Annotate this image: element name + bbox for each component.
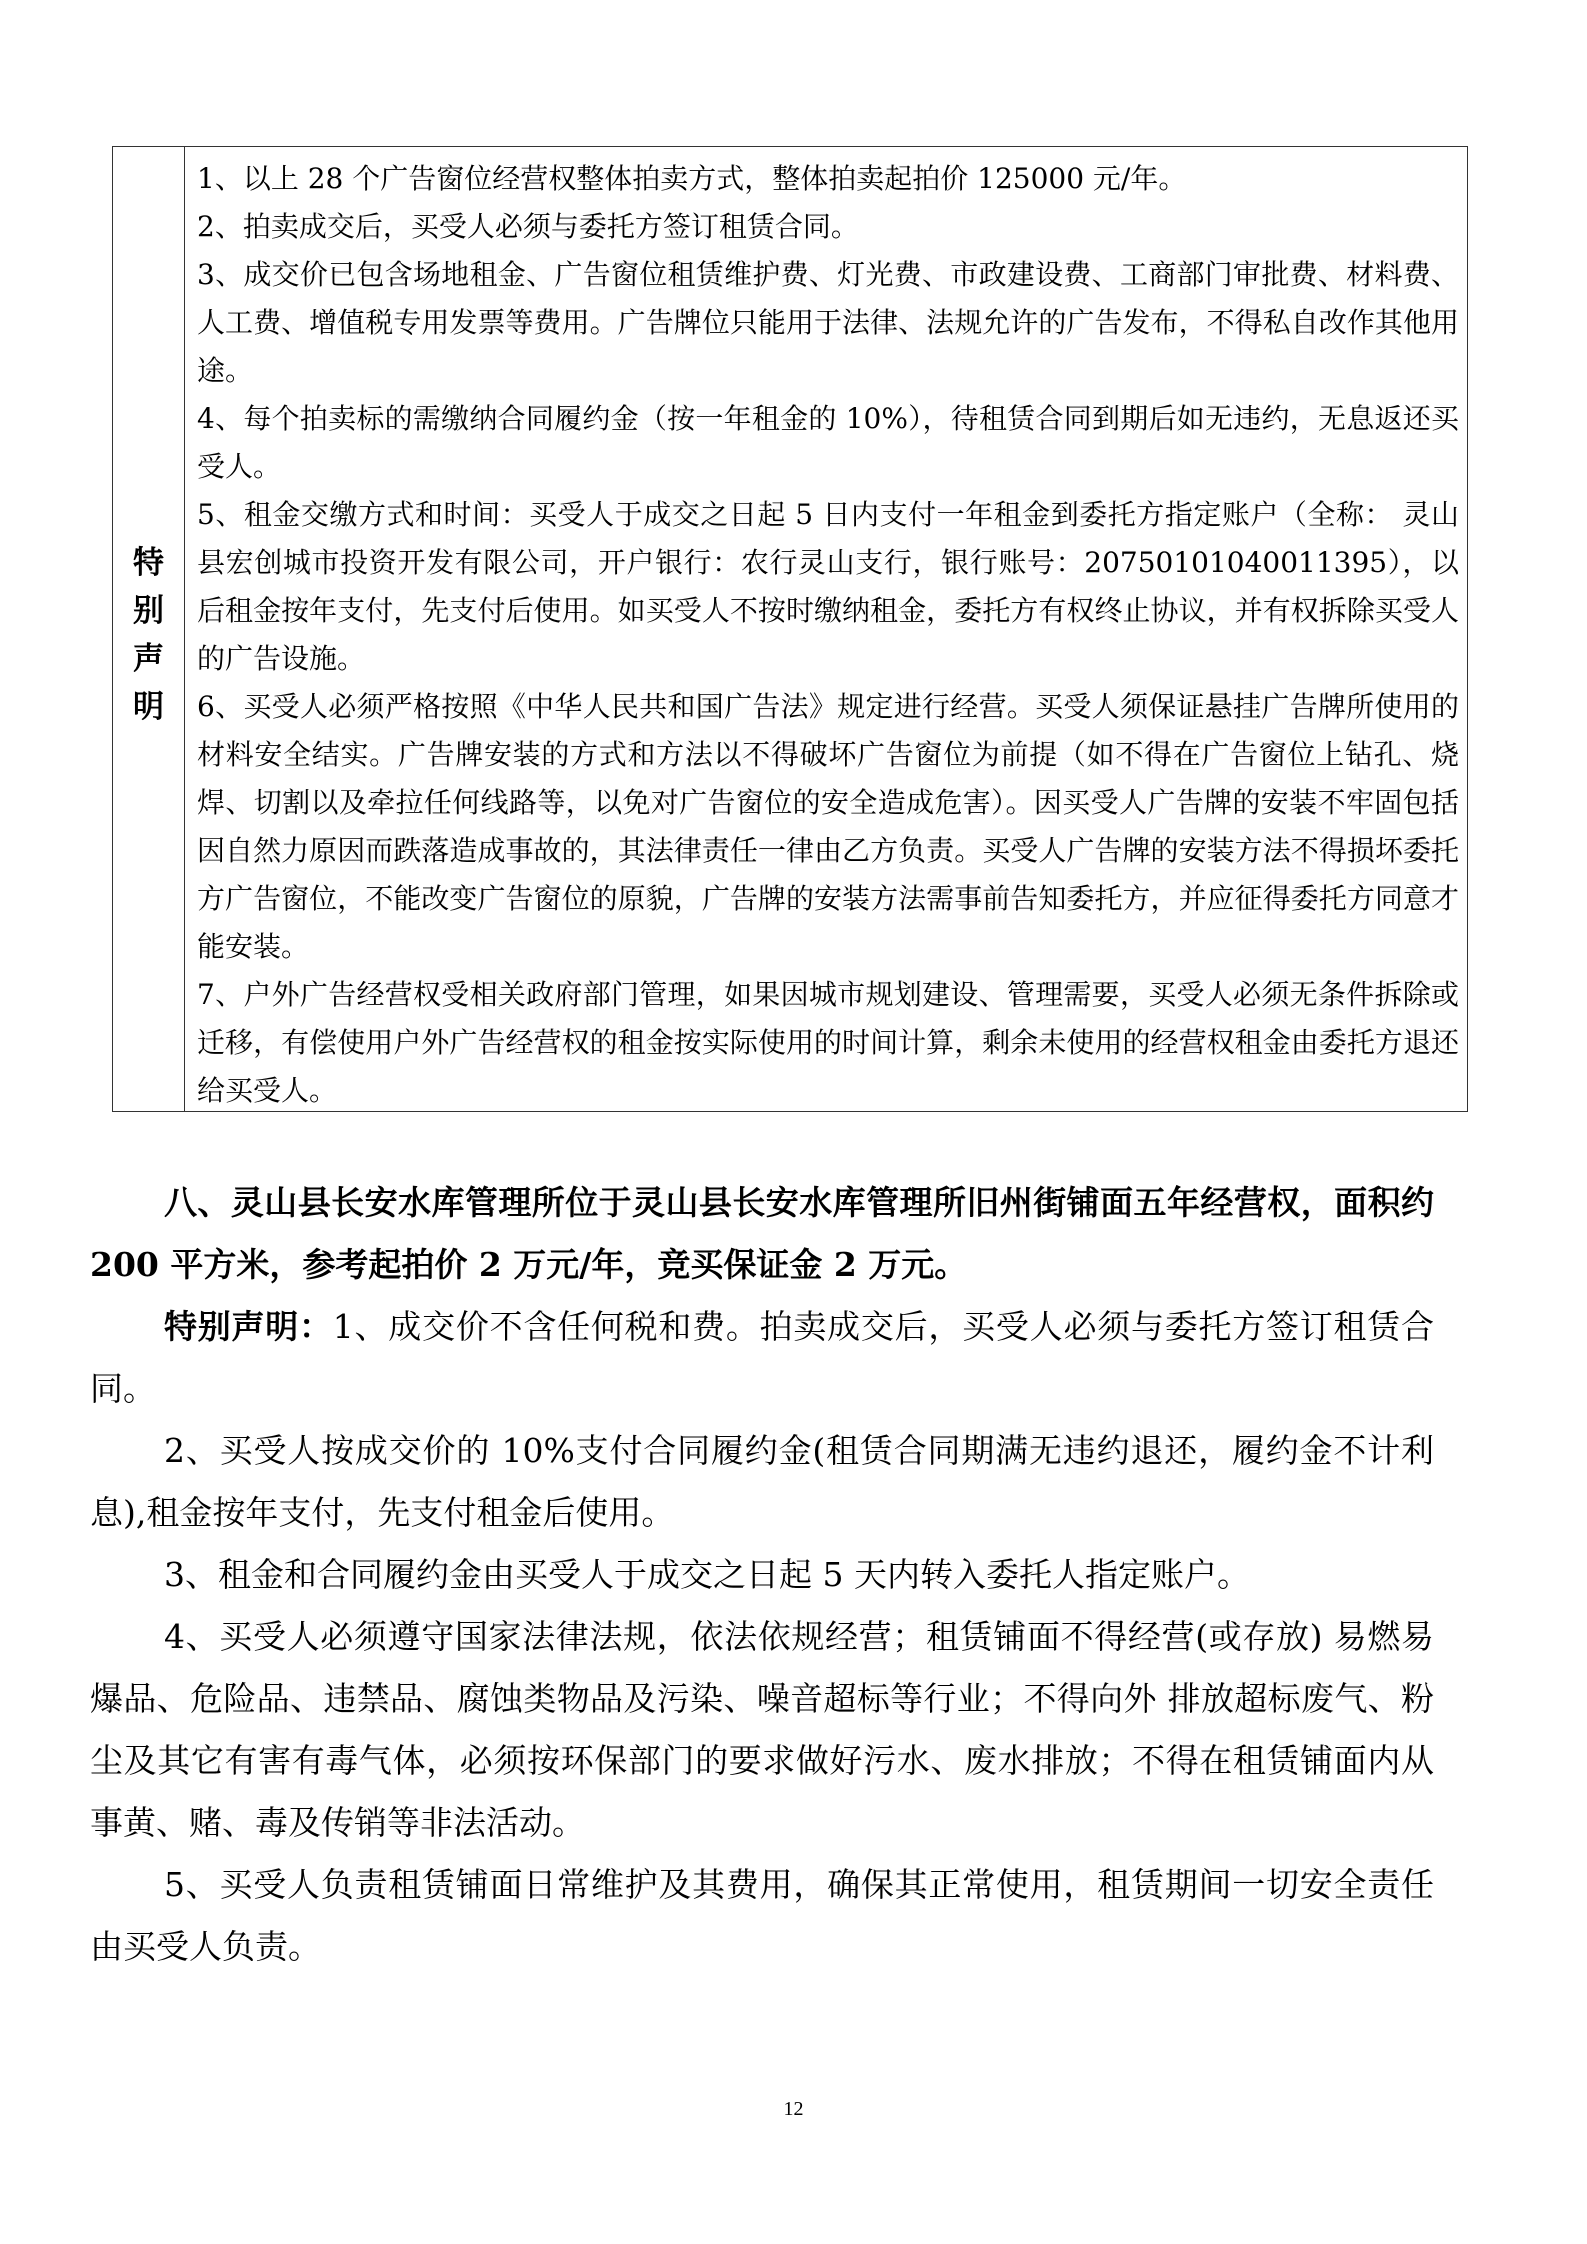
special-statement-first: 1、成交价不含任何税和费。拍卖成交后，买受人必须与委托方签订租赁合同。: [90, 1307, 1435, 1408]
notice-item-4: 4、每个拍卖标的需缴纳合同履约金（按一年租金的 10%），待租赁合同到期后如无违约，无息返还买受人。: [197, 402, 1459, 483]
notice-item-2: 2、拍卖成交后，买受人必须与委托方签订租赁合同。: [197, 210, 859, 243]
section-paragraph-3: 3、租金和合同履约金由买受人于成交之日起 5 天内转入委托人指定账户。: [164, 1555, 1250, 1594]
special-statement-lead: 特别声明：: [164, 1307, 333, 1346]
notice-item-5: 5、租金交缴方式和时间：买受人于成交之日起 5 日内支付一年租金到委托方指定账户（全称： 灵山县宏创城市投资开发有限公司，开户银行：农行灵山支行，银行账号：20750101040011395），以后租金按年支付，先支付后使用。如买受人不按时缴纳租金，委托方有权终止协议，并有权拆除买受人的广告设施。: [197, 498, 1459, 675]
notice-content-cell: [185, 147, 1467, 1111]
page-number: 12: [783, 2098, 804, 2120]
section-paragraph-2: 2、买受人按成交价的 10%支付合同履约金(租赁合同期满无违约退还，履约金不计利息),租金按年支付，先支付租金后使用。: [90, 1431, 1434, 1532]
section-heading: 八、灵山县长安水库管理所位于灵山县长安水库管理所旧州街铺面五年经营权，面积约 200 平方米，参考起拍价 2 万元/年，竞买保证金 2 万元。: [90, 1183, 1434, 1284]
notice-label: 特别声明: [133, 545, 164, 725]
notice-item-1: 1、以上 28 个广告窗位经营权整体拍卖方式，整体拍卖起拍价 125000 元/年。: [197, 162, 1187, 195]
notice-item-3: 3、成交价已包含场地租金、广告窗位租赁维护费、灯光费、市政建设费、工商部门审批费、材料费、人工费、增值税专用发票等费用。广告牌位只能用于法律、法规允许的广告发布，不得私自改作其他用途。: [197, 258, 1459, 387]
notice-label-cell: [113, 147, 185, 1111]
section-paragraph-4: 4、买受人必须遵守国家法律法规，依法依规经营；租赁铺面不得经营(或存放) 易燃易爆品、危险品、违禁品、腐蚀类物品及污染、噪音超标等行业；不得向外 排放超标废气、粉尘及其它有害有毒气体，必须按环保部门的要求做好污水、废水排放；不得在租赁铺面内从事黄、赌、毒及传销等非法活动。: [90, 1617, 1434, 1842]
section-paragraph-5: 5、买受人负责租赁铺面日常维护及其费用，确保其正常使用，租赁期间一切安全责任由买受人负责。: [90, 1865, 1434, 1966]
section-eight: [90, 1172, 1435, 1978]
special-statement-paragraph: [90, 1296, 1434, 1420]
notice-item-7: 7、户外广告经营权受相关政府部门管理，如果因城市规划建设、管理需要，买受人必须无条件拆除或迁移，有偿使用户外广告经营权的租金按实际使用的时间计算，剩余未使用的经营权租金由委托方退还给买受人。: [197, 978, 1459, 1107]
special-notice-table: [112, 146, 1468, 1112]
notice-item-6: 6、买受人必须严格按照《中华人民共和国广告法》规定进行经营。买受人须保证悬挂广告牌所使用的材料安全结实。广告牌安装的方式和方法以不得破坏广告窗位为前提（如不得在广告窗位上钻孔、烧焊、切割以及牵拉任何线路等，以免对广告窗位的安全造成危害）。因买受人广告牌的安装不牢固包括因自然力原因而跌落造成事故的，其法律责任一律由乙方负责。买受人广告牌的安装方法不得损坏委托方广告窗位，不能改变广告窗位的原貌，广告牌的安装方法需事前告知委托方，并应征得委托方同意才能安装。: [197, 690, 1459, 963]
